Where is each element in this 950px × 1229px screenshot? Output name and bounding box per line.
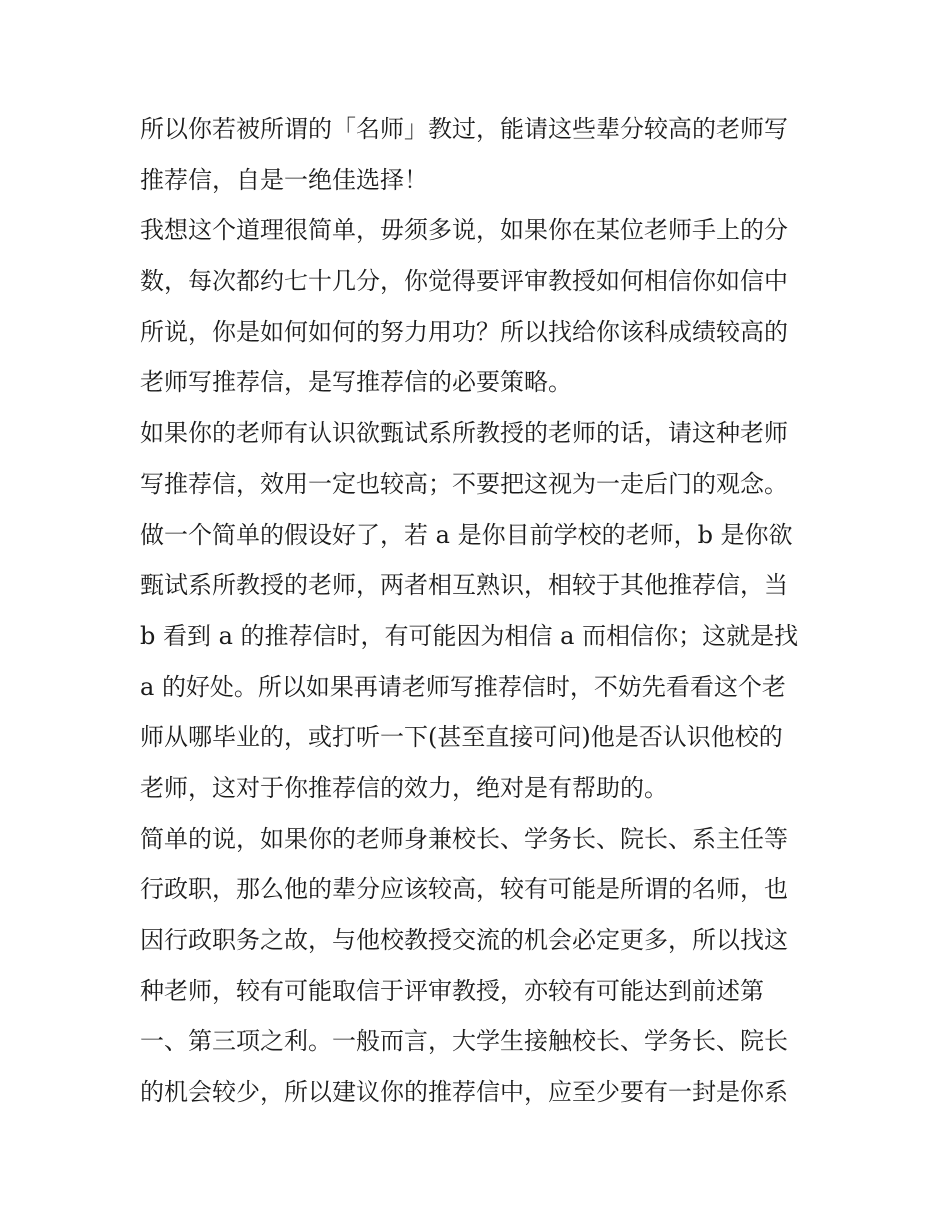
text-line: 写推荐信，效用一定也较高；不要把这视为一走后门的观念。	[140, 469, 788, 498]
text-line: 所以你若被所谓的「名师」教过，能请这些辈分较高的老师写	[140, 115, 788, 143]
text-line: 我想这个道理很简单，毋须多说，如果你在某位老师手上的分	[140, 216, 788, 245]
body-text	[140, 104, 830, 1118]
text-line: 老师写推荐信，是写推荐信的必要策略。	[140, 368, 572, 397]
text-line: 推荐信，自是一绝佳选择！	[140, 165, 428, 194]
text-line: 老师，这对于你推荐信的效力，绝对是有帮助的。	[140, 773, 668, 802]
text-line: 因行政职务之故，与他校教授交流的机会必定更多，所以找这	[140, 926, 788, 954]
text-line: b 看到 a 的推荐信时，有可能因为相信 a 而相信你；这就是找	[140, 621, 799, 650]
text-line: 一、第三项之利。一般而言，大学生接触校长、学务长、院长	[140, 1027, 788, 1056]
text-line: 如果你的老师有认识欲甄试系所教授的老师的话，请这种老师	[140, 419, 788, 448]
text-line: 行政职，那么他的辈分应该较高，较有可能是所谓的名师，也	[140, 875, 788, 904]
text-line: 种老师，较有可能取信于评审教授，亦较有可能达到前述第	[140, 976, 764, 1005]
text-line: 简单的说，如果你的老师身兼校长、学务长、院长、系主任等	[140, 824, 788, 853]
text-line: 所说，你是如何如何的努力用功？所以找给你该科成绩较高的	[140, 317, 788, 346]
text-line: 师从哪毕业的，或打听一下(甚至直接可问)他是否认识他校的	[140, 723, 783, 752]
text-line: a 的好处。所以如果再请老师写推荐信时，不妨先看看这个老	[140, 672, 786, 701]
text-line: 的机会较少，所以建议你的推荐信中，应至少要有一封是你系	[140, 1078, 788, 1107]
text-line: 数，每次都约七十几分，你觉得要评审教授如何相信你如信中	[140, 267, 788, 296]
text-line: 做一个简单的假设好了，若 a 是你目前学校的老师，b 是你欲	[140, 520, 793, 549]
text-line: 甄试系所教授的老师，两者相互熟识，相较于其他推荐信，当	[140, 571, 788, 600]
